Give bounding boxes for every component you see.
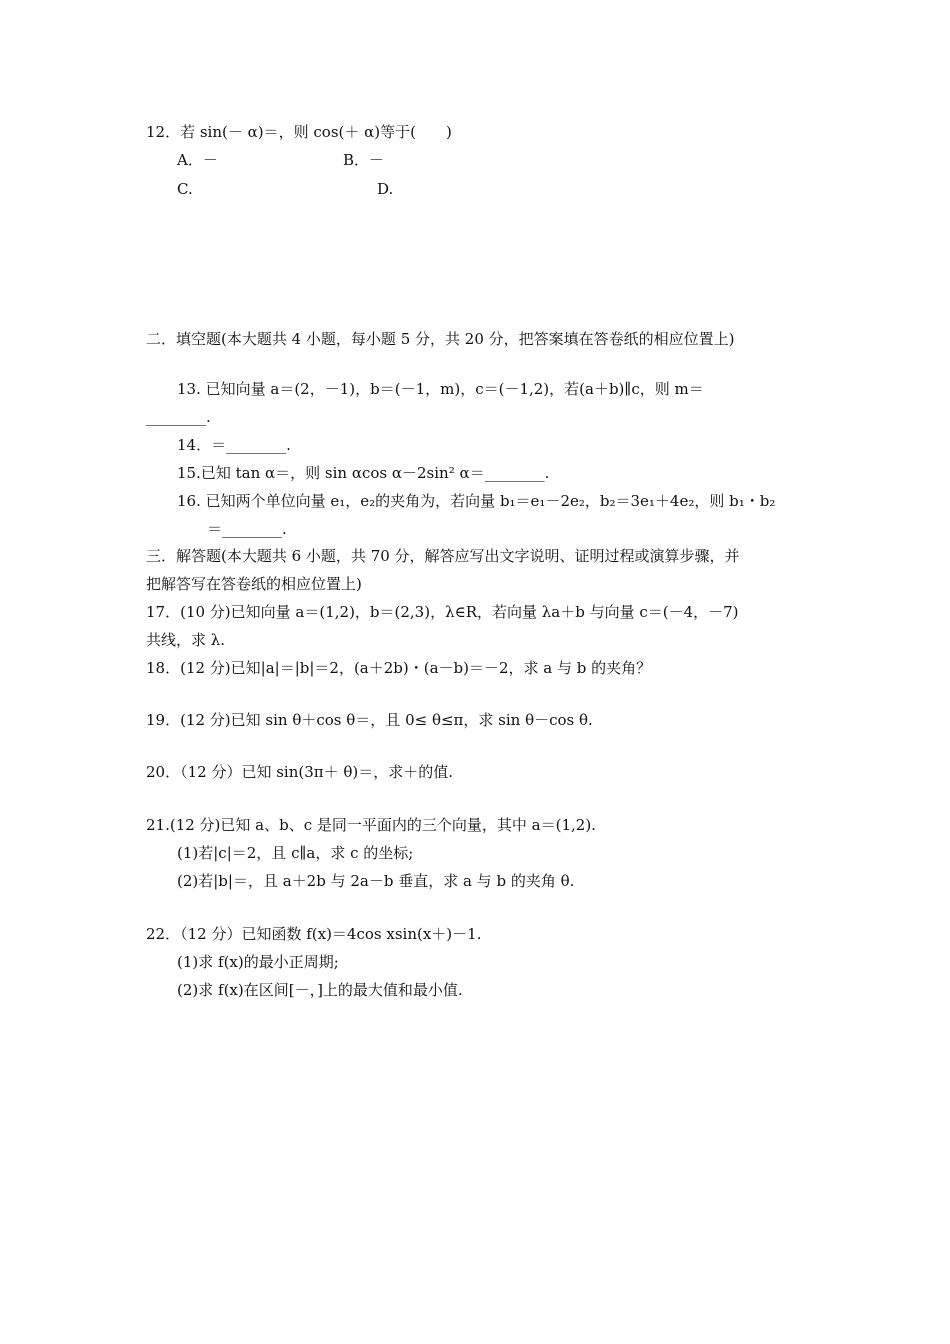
q12-option-c: C. xyxy=(177,180,193,198)
q12-option-d: D. xyxy=(377,180,394,198)
q15-text: 15.已知 tan α＝，则 sin αcos α－2sin² α＝________. xyxy=(177,464,550,482)
q14-text: 14．＝________. xyxy=(177,436,291,454)
q22-part2: (2)求 f(x)在区间[－，]上的最大值和最小值. xyxy=(177,981,463,999)
section3-heading-line2: 把解答写在答卷纸的相应位置上) xyxy=(146,575,362,593)
q12-option-a: A．－ xyxy=(177,151,218,169)
q17-line2: 共线，求 λ. xyxy=(146,631,226,649)
q12-option-b: B．－ xyxy=(343,151,385,169)
q18-text: 18．(12 分)已知|a|＝|b|＝2，(a＋2b)・(a－b)＝－2，求 a 与 b 的夹角？ xyxy=(146,659,652,677)
q17-line1: 17．(10 分)已知向量 a＝(1,2)，b＝(2,3)，λ∈R，若向量 λa＋b 与向量 c＝(－4，－7) xyxy=(146,603,739,621)
q22-part1: (1)求 f(x)的最小正周期; xyxy=(177,953,339,971)
section3-heading-line1: 三．解答题(本大题共 6 小题，共 70 分，解答应写出文字说明、证明过程或演算步骤，并 xyxy=(146,547,740,565)
q21-part2: (2)若|b|＝，且 a＋2b 与 2a－b 垂直，求 a 与 b 的夹角 θ. xyxy=(177,872,575,890)
q20-text: 20．（12 分）已知 sin(3π＋ θ)＝，求＋的值. xyxy=(146,763,454,781)
q13-line2: ________. xyxy=(146,408,211,426)
q22-stem: 22．（12 分）已知函数 f(x)＝4cos xsin(x＋)－1. xyxy=(146,925,482,943)
q21-stem: 21.(12 分)已知 a、b、c 是同一平面内的三个向量，其中 a＝(1,2). xyxy=(146,816,596,834)
q19-text: 19．(12 分)已知 sin θ＋cos θ＝，且 0≤ θ≤π，求 sin θ－cos θ. xyxy=(146,711,593,729)
q16-line2: ＝________. xyxy=(207,520,287,538)
q13-line1: 13. 已知向量 a＝(2，－1)，b＝(－1，m)，c＝(－1,2)，若(a＋b)∥c，则 m＝ xyxy=(177,380,704,398)
q16-line1: 16. 已知两个单位向量 e₁，e₂的夹角为，若向量 b₁＝e₁－2e₂，b₂＝3e₁＋4e₂，则 b₁・b₂ xyxy=(177,492,776,510)
section2-heading: 二．填空题(本大题共 4 小题，每小题 5 分，共 20 分，把答案填在答卷纸的相应位置上) xyxy=(146,330,735,348)
q21-part1: (1)若|c|＝2，且 c∥a，求 c 的坐标; xyxy=(177,844,414,862)
q12-stem: 12．若 sin(－ α)＝，则 cos(＋ α)等于( ) xyxy=(146,123,452,141)
